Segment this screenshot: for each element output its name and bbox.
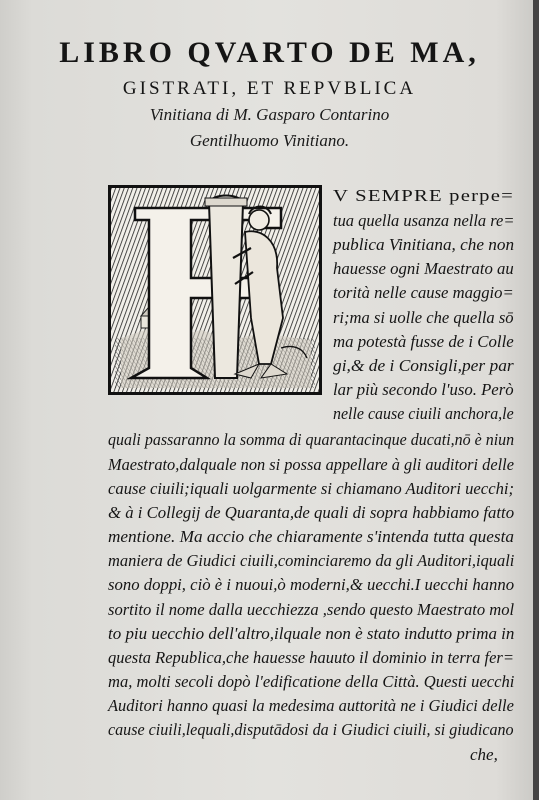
body-line: Auditori hanno quasi la medesima auttorità ne i Giudici delle bbox=[108, 696, 514, 715]
chapter-title-line-1: LIBRO QVARTO DE MA, bbox=[59, 36, 480, 69]
body-line: publica Vinitiana, che non bbox=[333, 235, 515, 254]
chapter-title-line-2: GISTRATI, ET REPVBLICA bbox=[122, 78, 417, 99]
body-line: tua quella usanza nella re= bbox=[333, 211, 515, 230]
woodcut-initial-f bbox=[108, 185, 322, 395]
catchword: che, bbox=[470, 745, 498, 764]
chapter-subtitle-line-2: Gentilhuomo Vinitiano. bbox=[189, 131, 350, 150]
body-line: nelle cause ciuili anchora,le bbox=[333, 404, 514, 423]
body-line: V SEMPRE perpe= bbox=[333, 186, 514, 205]
body-line: ma, molti secoli dopò l'edificatione della Città. Questi uecchi bbox=[108, 672, 515, 691]
body-line: ri;ma si uolle che quella sō bbox=[333, 308, 514, 327]
body-line: torità nelle cause maggio= bbox=[333, 283, 514, 302]
column bbox=[209, 196, 243, 379]
chapter-subtitle-line-1: Vinitiana di M. Gasparo Contarino bbox=[149, 105, 390, 124]
body-line: quali passaranno la somma di quarantacinque ducati,nō è niun bbox=[108, 430, 515, 449]
body-line: gi,& de i Consigli,per par bbox=[333, 356, 514, 375]
body-line: questa Republica,che hauesse hauuto il dominio in terra fer= bbox=[108, 648, 514, 667]
body-line: cause ciuili,lequali,disputādosi da i Giudici ciuili, si giudicano bbox=[108, 720, 514, 739]
body-line: cause ciuili;iquali uolgarmente si chiamano Auditori uecchi; bbox=[108, 479, 515, 498]
body-line: hauesse ogni Maestrato au bbox=[333, 259, 514, 278]
body-line: & à i Collegij de Quaranta,de quali di sopra habbiamo fatto bbox=[108, 503, 515, 522]
body-line: Maestrato,dalquale non si possa appellare à gli auditori delle bbox=[108, 455, 514, 474]
body-line: lar più secondo l'uso. Però bbox=[333, 380, 514, 399]
initial-illustration bbox=[111, 188, 319, 392]
body-line: maniera de Giudici ciuili,cominciaremo da gli Auditori,iquali bbox=[108, 551, 515, 570]
body-line: sortito il nome dalla uecchiezza ,sendo questo Maestrato mol bbox=[108, 600, 515, 619]
body-line: to piu uecchio dell'altro,ilquale non è stato indutto prima in bbox=[108, 624, 515, 643]
body-line: sono doppi, ciò è i nuoui,ò moderni,& uecchi.I uecchi hanno bbox=[108, 575, 515, 594]
body-line: ma potestà fusse de i Colle bbox=[333, 332, 514, 351]
body-line: mentione. Ma accio che chiaramente s'intenda tutta questa bbox=[108, 527, 514, 546]
